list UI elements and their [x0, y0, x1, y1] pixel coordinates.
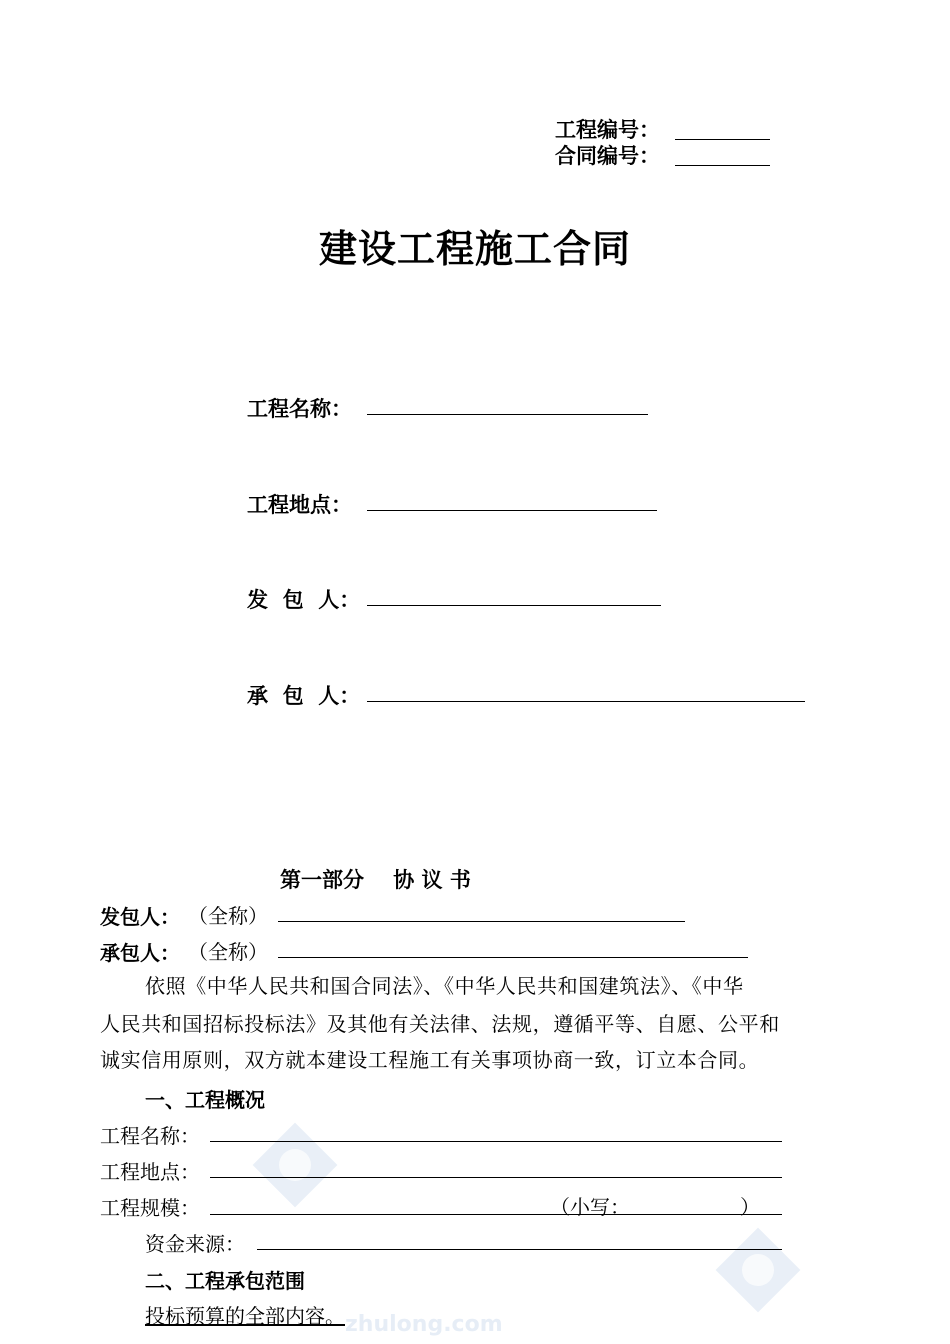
overview-funding-blank: [257, 1249, 782, 1250]
project-number-blank: [675, 139, 770, 140]
contractor-blank: [278, 957, 748, 958]
contractor-note: （全称）: [188, 940, 268, 964]
document-title: 建设工程施工合同: [318, 227, 631, 271]
agreement-heading: 第一部分 协 议 书: [280, 868, 471, 892]
cover-blank-contractor: [367, 701, 805, 702]
project-number-label: 工程编号：: [555, 118, 660, 142]
preamble-line-2: 人民共和国招标投标法》及其他有关法律、法规，遵循平等、自愿、公平和: [100, 1012, 780, 1036]
overview-project-scale-blank: [210, 1214, 782, 1215]
contract-number-blank: [675, 165, 770, 166]
contractor-label: 承包人：: [100, 941, 180, 965]
overview-scale-close-paren: ）: [740, 1195, 760, 1219]
cover-field-project-name: 工程名称：: [247, 397, 352, 421]
cover-field-employer: 发 包 人：: [247, 588, 361, 612]
section-2-text: 投标预算的全部内容。: [145, 1304, 345, 1328]
overview-project-name-label: 工程名称：: [100, 1124, 200, 1148]
watermark-text: zhulong.com: [345, 1312, 503, 1337]
employer-blank: [278, 921, 685, 922]
cover-field-contractor: 承 包 人：: [247, 684, 361, 708]
employer-note: （全称）: [188, 904, 268, 928]
overview-project-location-label: 工程地点：: [100, 1160, 200, 1184]
cover-blank-project-location: [367, 510, 657, 511]
section-1-title: 一、工程概况: [145, 1088, 265, 1112]
cover-blank-project-name: [367, 414, 648, 415]
overview-project-scale-label: 工程规模：: [100, 1196, 200, 1220]
preamble-line-1: 依照《中华人民共和国合同法》、《中华人民共和国建筑法》、《中华: [145, 974, 744, 998]
overview-project-location-blank: [210, 1177, 782, 1178]
preamble-line-3: 诚实信用原则，双方就本建设工程施工有关事项协商一致，订立本合同。: [100, 1048, 760, 1072]
watermark-logo-icon: [716, 1228, 801, 1313]
section-2-title: 二、工程承包范围: [145, 1269, 305, 1293]
cover-field-project-location: 工程地点：: [247, 493, 352, 517]
employer-label: 发包人：: [100, 905, 180, 929]
watermark-logo-icon: [253, 1123, 338, 1208]
overview-funding-label: 资金来源：: [145, 1232, 245, 1256]
cover-blank-employer: [367, 605, 661, 606]
overview-scale-small-label: （小写：: [550, 1195, 630, 1219]
contract-number-label: 合同编号：: [555, 144, 660, 168]
overview-project-name-blank: [210, 1141, 782, 1142]
